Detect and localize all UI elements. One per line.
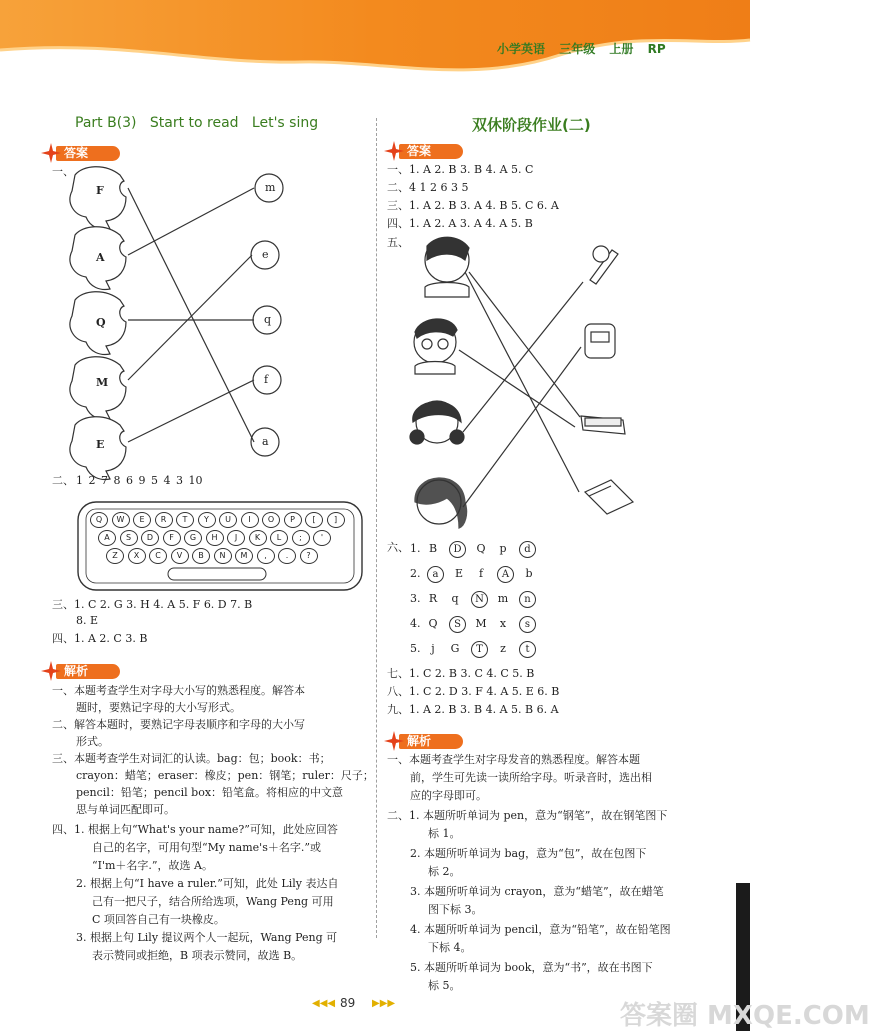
cap-letter: F (96, 184, 104, 197)
analysis-line: 四、1. 根据上句“What's your name?”可知，此处应回答 (52, 823, 338, 836)
keyboard-key: [ (305, 512, 323, 528)
circled-letter: N (471, 591, 488, 608)
q6-letter: Q (476, 542, 486, 555)
q4-answers: 四、1. A 2. C 3. B (52, 632, 148, 645)
right-section-title: 双休阶段作业(二) (472, 116, 591, 134)
analysis-line: 表示赞同或拒绝，B 项表示赞同，故选 B。 (92, 949, 303, 962)
keyboard-key: B (192, 548, 210, 564)
analysis-line: 标 2。 (428, 865, 461, 878)
analysis-line: “I'm＋名字.”，故选 A。 (92, 859, 213, 872)
q6-row (410, 641, 544, 658)
q6-row (410, 591, 544, 608)
analysis-line: 2. 本题所听单词为 bag，意为“包”，故在包图下 (410, 847, 647, 860)
q6-letter: q (451, 592, 459, 605)
q3-answers: 三、1. C 2. G 3. H 4. A 5. F 6. D 7. B (52, 598, 253, 611)
analysis-line: 二、1. 本题所听单词为 pen，意为“钢笔”，故在钢笔图下 (387, 809, 668, 822)
q6-letter: b (525, 567, 533, 580)
q2-sequence: 1 2 7 8 6 9 5 4 3 10 (76, 474, 203, 487)
ans-8: 八、1. C 2. D 3. F 4. A 5. E 6. B (387, 685, 560, 698)
keyboard-key: E (133, 512, 151, 528)
analysis-line: 题时，要熟记字母的大小写形式。 (76, 701, 241, 714)
keyboard-key: ] (327, 512, 345, 528)
q5-matching-diagram (405, 232, 645, 532)
keyboard-key: H (206, 530, 224, 546)
q6-letter: B (428, 542, 438, 555)
q6-letter: Q (428, 617, 438, 630)
circled-letter: a (427, 566, 444, 583)
sparkle-icon (40, 660, 62, 682)
circled-letter: t (519, 641, 536, 658)
ans-1: 一、1. A 2. B 3. B 4. A 5. C (387, 163, 534, 176)
small-letter: e (262, 248, 269, 261)
analysis-line: 2. 根据上句“I have a ruler.”可知，此处 Lily 表达自 (76, 877, 339, 890)
q6-row (410, 541, 544, 558)
q6-letter: f (478, 567, 484, 580)
analysis-line: 二、解答本题时，要熟记字母表顺序和字母的大小写 (52, 718, 305, 731)
analysis-line: 3. 根据上句 Lily 提议两个人一起玩，Wang Peng 可 (76, 931, 338, 944)
keyboard-key: X (128, 548, 146, 564)
keyboard-key: N (214, 548, 232, 564)
q3-answers-cont: 8. E (76, 614, 99, 627)
keyboard-key: U (219, 512, 237, 528)
cap-letter: M (96, 376, 109, 389)
analysis-line: 5. 本题所听单词为 book，意为“书”，故在书图下 (410, 961, 653, 974)
q1-label: 一、 (52, 165, 74, 178)
keyboard-key: V (171, 548, 189, 564)
analysis-line: 4. 本题所听单词为 pencil，意为“铅笔”，故在铅笔图 (410, 923, 671, 936)
q6-row (410, 616, 544, 633)
keyboard-key: Q (90, 512, 108, 528)
ans-7: 七、1. C 2. B 3. C 4. C 5. B (387, 667, 535, 680)
q5-match-lines (459, 272, 583, 507)
keyboard-key: O (262, 512, 280, 528)
q6-letter: R (428, 592, 438, 605)
q6-letter: E (454, 567, 464, 580)
analysis-line: 应的字母即可。 (410, 789, 487, 802)
analysis-line: 前，学生可先读一读所给字母。听录音时，选出相 (410, 771, 652, 784)
small-letter: a (262, 435, 269, 448)
analysis-line: 一、本题考查学生对字母大小写的熟悉程度。解答本 (52, 684, 305, 697)
q2-label: 二、 (52, 474, 74, 487)
keyboard-key: ? (300, 548, 318, 564)
item-figures (581, 246, 633, 514)
analysis-line: C 项回答自己有一块橡皮。 (92, 913, 225, 926)
subject: 小学英语 (497, 42, 546, 56)
circled-letter: T (471, 641, 488, 658)
keyboard-key: C (149, 548, 167, 564)
next-arrows-icon: ▶▶▶ (372, 998, 396, 1009)
analysis-line: 下标 4。 (428, 941, 472, 954)
q6-letter: M (475, 617, 487, 630)
analysis-line: 图下标 3。 (428, 903, 483, 916)
q6-label: 六、 (387, 541, 409, 554)
q6-letter: z (500, 642, 506, 655)
analysis-line: 己有一把尺子，结合所给选项，Wang Peng 可用 (92, 895, 334, 908)
q6-row (410, 566, 544, 583)
ans-5-label: 五、 (387, 236, 409, 249)
keyboard-key: ; (292, 530, 310, 546)
ans-2: 二、4 1 2 6 3 5 (387, 181, 469, 194)
keyboard-key: A (98, 530, 116, 546)
circled-letter: n (519, 591, 536, 608)
q6-number: 2. (410, 567, 421, 580)
grade: 三年级 (559, 42, 596, 56)
analysis-line: 形式。 (76, 735, 109, 748)
ans-9: 九、1. A 2. B 3. B 4. A 5. B 6. A (387, 703, 559, 716)
volume: 上册 (609, 42, 634, 56)
keyboard-key: P (284, 512, 302, 528)
analysis-line: 3. 本题所听单词为 crayon，意为“蜡笔”，故在蜡笔 (410, 885, 664, 898)
keyboard-key: M (235, 548, 253, 564)
keyboard-key: Y (198, 512, 216, 528)
ans-3: 三、1. A 2. B 3. A 4. B 5. C 6. A (387, 199, 559, 212)
cap-letter: A (96, 251, 105, 264)
keyboard-key: W (112, 512, 130, 528)
cap-letter: Q (96, 316, 106, 329)
keyboard-key: D (141, 530, 159, 546)
small-letter: m (265, 181, 276, 194)
keyboard-key: G (184, 530, 202, 546)
analysis-line: 标 1。 (428, 827, 461, 840)
watermark: 答案圈 MXQE.COM (620, 1001, 870, 1031)
keyboard-key: . (278, 548, 296, 564)
circled-letter: D (449, 541, 466, 558)
keyboard-key: K (249, 530, 267, 546)
keyboard-key: Z (106, 548, 124, 564)
q6-letter: p (499, 542, 507, 555)
child-figures (410, 237, 469, 528)
q6-letter: x (499, 617, 507, 630)
prev-arrows-icon: ◀◀◀ (312, 998, 336, 1009)
sparkle-icon (40, 142, 62, 164)
small-letter: f (264, 373, 269, 386)
keyboard-key: ' (313, 530, 331, 546)
circled-letter: S (449, 616, 466, 633)
sparkle-icon (383, 140, 405, 162)
analysis-line: 自己的名字，可用句型“My name's＋名字.”或 (92, 841, 321, 854)
keyboard-key: , (257, 548, 275, 564)
q6-number: 1. (410, 542, 421, 555)
edition: RP (647, 42, 666, 56)
keyboard-key: I (241, 512, 259, 528)
small-letter: q (264, 313, 272, 326)
analysis-line: 三、本题考查学生对词汇的认读。bag：包；book：书； (52, 752, 331, 765)
circled-letter: d (519, 541, 536, 558)
q6-number: 5. (410, 642, 421, 655)
q6-number: 4. (410, 617, 421, 630)
keyboard-key: J (227, 530, 245, 546)
keyboard-key: L (270, 530, 288, 546)
column-divider (376, 118, 377, 938)
keyboard-key: R (155, 512, 173, 528)
analysis-line: crayon：蜡笔；eraser：橡皮；pen：钢笔；ruler：尺子； (76, 769, 374, 782)
q6-letter: m (497, 592, 509, 605)
keyboard-key: T (176, 512, 194, 528)
keyboard-diagram (76, 500, 364, 592)
q6-number: 3. (410, 592, 421, 605)
analysis-line: 标 5。 (428, 979, 461, 992)
book-info (497, 40, 676, 57)
ans-4: 四、1. A 2. A 3. A 4. A 5. B (387, 217, 533, 230)
match-lines (128, 188, 254, 442)
analysis-line: 一、本题考查学生对字母发音的熟悉程度。解答本题 (387, 753, 640, 766)
cap-letter: E (96, 438, 105, 451)
keyboard-key: S (120, 530, 138, 546)
circled-letter: A (497, 566, 514, 583)
q6-letter: j (431, 642, 435, 655)
left-section-title: Part B(3) Start to read Let's sing (75, 115, 319, 131)
q6-letter: G (450, 642, 460, 655)
analysis-line: pencil：铅笔；pencil box：铅笔盒。将相应的中文意 (76, 786, 344, 799)
analysis-line: 思与单词匹配即可。 (76, 803, 175, 816)
page-number: 89 (340, 996, 356, 1010)
keyboard-key: F (163, 530, 181, 546)
sparkle-icon (383, 730, 405, 752)
circled-letter: s (519, 616, 536, 633)
